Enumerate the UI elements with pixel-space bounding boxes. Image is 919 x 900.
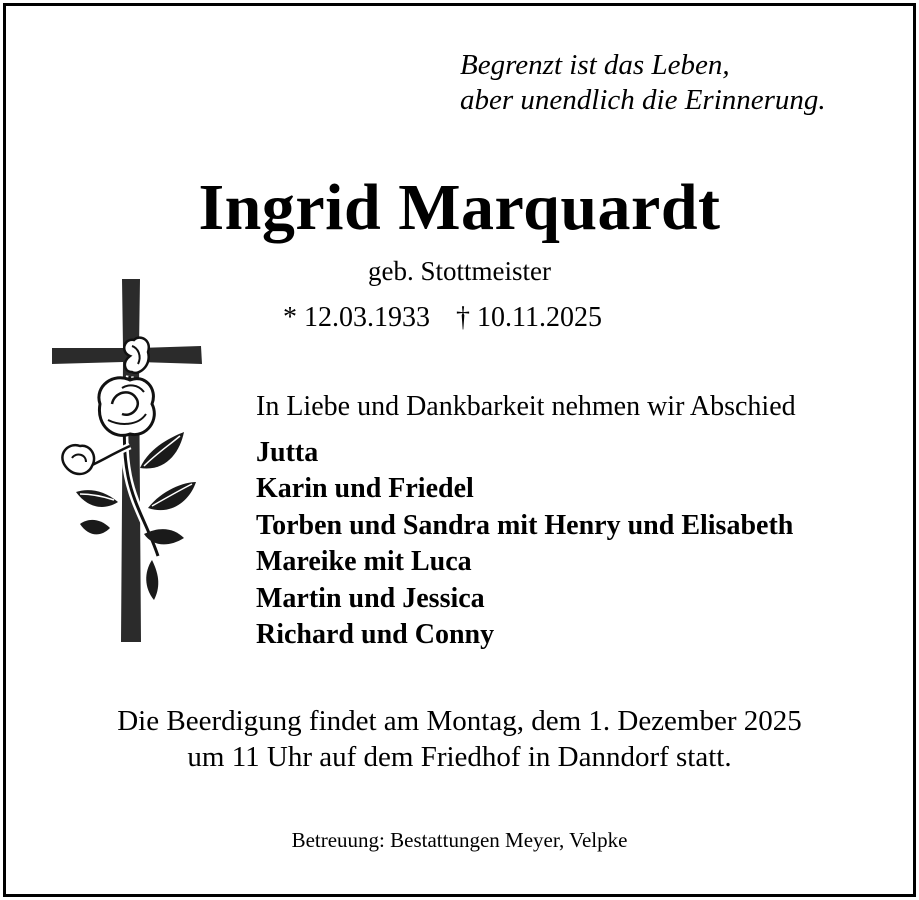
quote-line-1: Begrenzt ist das Leben, bbox=[460, 49, 730, 81]
mourners-list bbox=[256, 435, 793, 653]
list-item: Jutta bbox=[256, 437, 319, 468]
deceased-name: Ingrid Marquardt bbox=[198, 171, 721, 244]
quote-line-2: aber unendlich die Erinnerung. bbox=[460, 84, 826, 116]
birth-date: * 12.03.1933 bbox=[283, 302, 430, 333]
list-item: Karin und Friedel bbox=[256, 473, 474, 505]
funeral-line-1: Die Beerdigung findet am Montag, dem 1. Dezember 2025 bbox=[117, 705, 802, 737]
death-date: † 10.11.2025 bbox=[456, 302, 602, 333]
memorial-quote bbox=[460, 48, 826, 118]
life-dates bbox=[283, 301, 602, 335]
list-item: Martin und Jessica bbox=[256, 582, 485, 614]
funeral-home-credit: Betreuung: Bestattungen Meyer, Velpke bbox=[291, 828, 628, 852]
list-item: Torben und Sandra mit Henry und Elisabeth bbox=[256, 509, 794, 541]
funeral-line-2: um 11 Uhr auf dem Friedhof in Danndorf statt. bbox=[187, 741, 732, 773]
list-item: Richard und Conny bbox=[256, 619, 495, 651]
farewell-text: In Liebe und Dankbarkeit nehmen wir Abschied bbox=[256, 391, 796, 422]
funeral-notice bbox=[0, 703, 919, 775]
cross-with-roses-icon bbox=[48, 276, 208, 648]
maiden-name: geb. Stottmeister bbox=[368, 256, 551, 286]
list-item: Mareike mit Luca bbox=[256, 546, 472, 578]
